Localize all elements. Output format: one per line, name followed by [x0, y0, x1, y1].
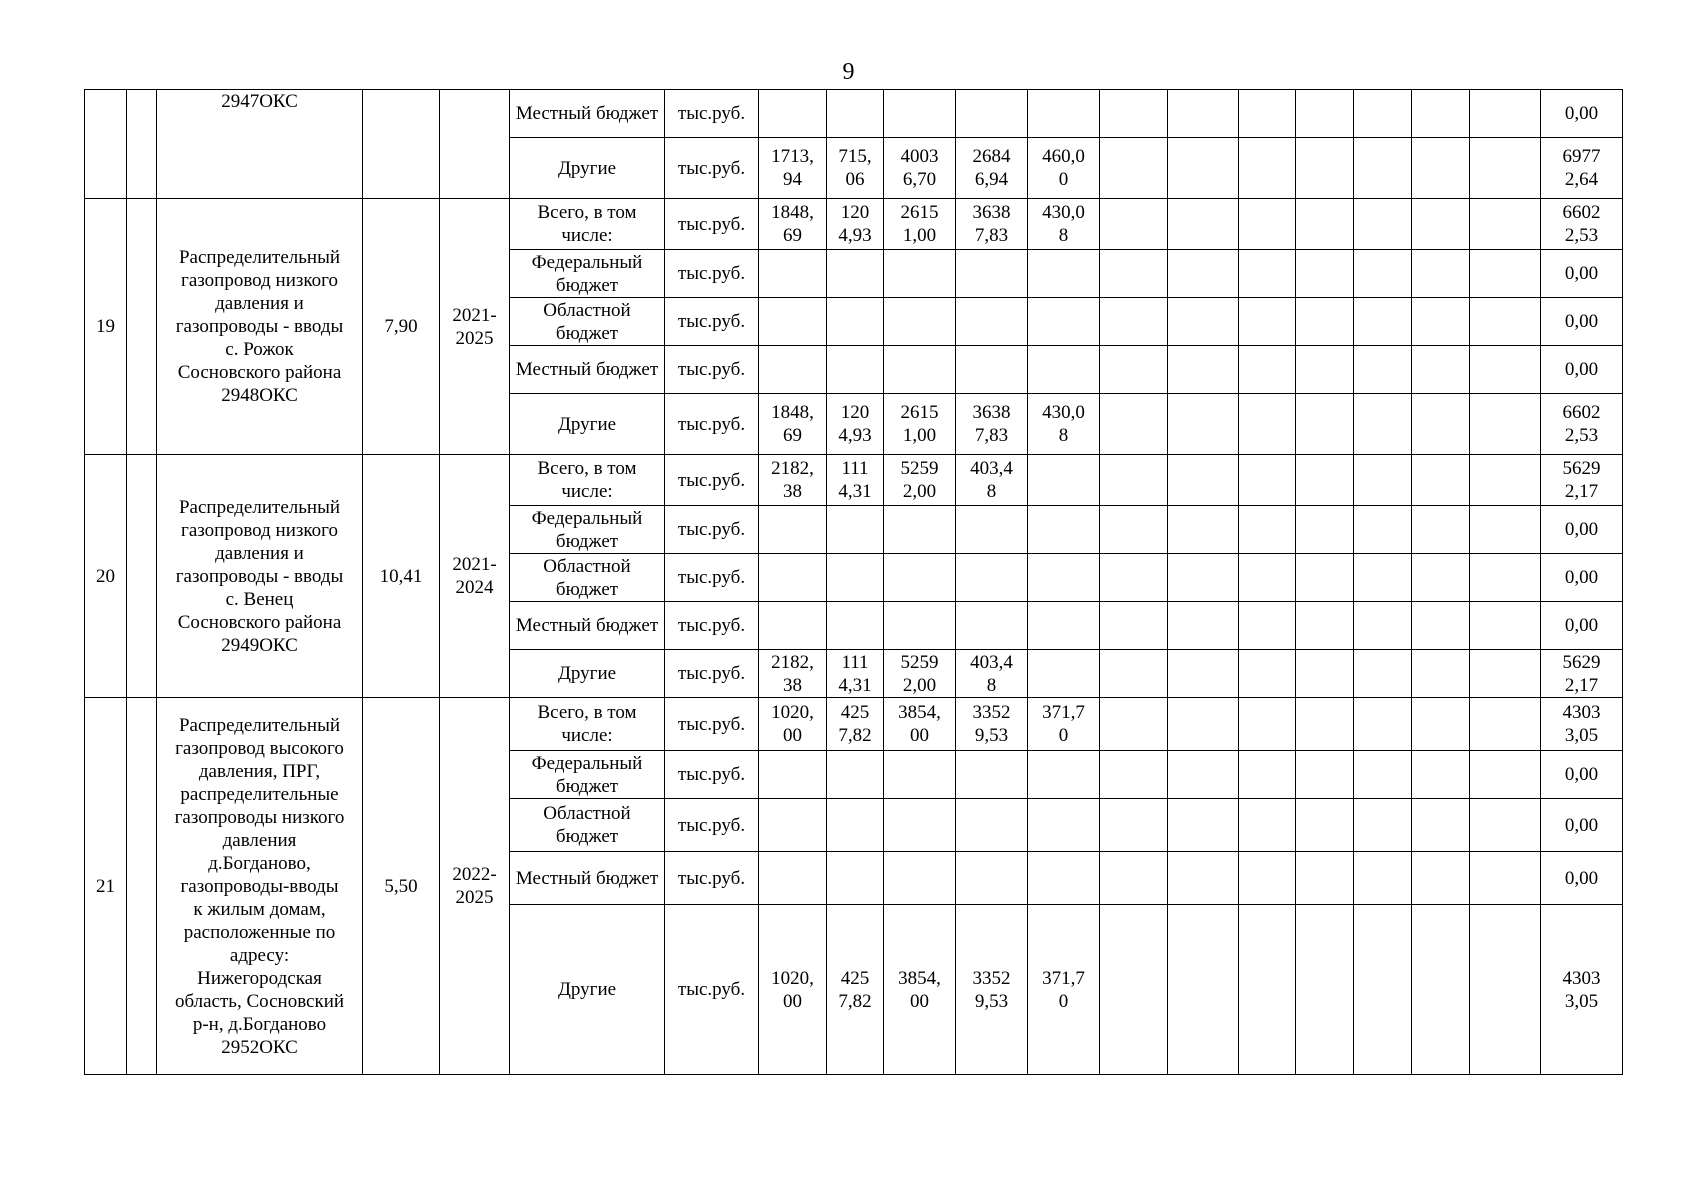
empty-cell [1354, 554, 1412, 602]
empty-cell [1296, 506, 1354, 554]
amount-cell: 5259 2,00 [884, 650, 956, 698]
amount-cell [1028, 650, 1100, 698]
empty-cell [1412, 852, 1470, 905]
amount-cell: 3352 9,53 [956, 698, 1028, 751]
unit: тыс.руб. [665, 138, 759, 199]
empty-cell [1470, 905, 1541, 1075]
amount-cell [759, 602, 827, 650]
amount-cell: 1713, 94 [759, 138, 827, 199]
table-row [85, 455, 1623, 506]
empty-cell [1239, 455, 1296, 506]
amount-cell: 2615 1,00 [884, 394, 956, 455]
empty-cell [1168, 852, 1239, 905]
funding-source: Местный бюджет [510, 852, 665, 905]
empty-cell [1100, 138, 1168, 199]
empty-cell [1239, 346, 1296, 394]
amount-cell: 5259 2,00 [884, 455, 956, 506]
empty-cell [1470, 506, 1541, 554]
funding-source: Другие [510, 138, 665, 199]
empty-cell [1354, 698, 1412, 751]
amount-cell [827, 852, 884, 905]
page-number: 9 [842, 59, 855, 85]
amount-cell: 1848, 69 [759, 199, 827, 250]
unit: тыс.руб. [665, 250, 759, 298]
amount-cell [827, 602, 884, 650]
empty-cell [1296, 602, 1354, 650]
empty-cell [1168, 90, 1239, 138]
empty-cell [1296, 90, 1354, 138]
unit: тыс.руб. [665, 346, 759, 394]
empty-cell [1100, 751, 1168, 799]
unit: тыс.руб. [665, 199, 759, 250]
empty-cell [127, 698, 157, 1075]
empty-cell [1168, 455, 1239, 506]
empty-cell [1296, 138, 1354, 199]
amount-cell [759, 506, 827, 554]
empty-cell [1470, 554, 1541, 602]
empty-cell [1100, 346, 1168, 394]
empty-cell [1354, 90, 1412, 138]
total-amount: 0,00 [1541, 346, 1623, 394]
funding-source: Всего, в том числе: [510, 455, 665, 506]
empty-cell [1470, 650, 1541, 698]
pipeline-length: 10,41 [363, 455, 440, 698]
empty-cell [127, 199, 157, 455]
empty-cell [1168, 506, 1239, 554]
empty-cell [1354, 650, 1412, 698]
empty-cell [1470, 394, 1541, 455]
empty-cell [1354, 199, 1412, 250]
empty-cell [1412, 346, 1470, 394]
empty-cell [1354, 602, 1412, 650]
amount-cell [1028, 751, 1100, 799]
pipeline-length: 5,50 [363, 698, 440, 1075]
empty-cell [1296, 346, 1354, 394]
empty-cell [1100, 905, 1168, 1075]
total-amount: 0,00 [1541, 90, 1623, 138]
total-amount: 6977 2,64 [1541, 138, 1623, 199]
empty-cell [1296, 199, 1354, 250]
unit: тыс.руб. [665, 602, 759, 650]
amount-cell [884, 852, 956, 905]
amount-cell [827, 90, 884, 138]
amount-cell [884, 250, 956, 298]
empty-cell [1100, 90, 1168, 138]
amount-cell: 3638 7,83 [956, 394, 1028, 455]
amount-cell: 111 4,31 [827, 650, 884, 698]
empty-cell [1168, 602, 1239, 650]
amount-cell [759, 751, 827, 799]
amount-cell: 371,7 0 [1028, 698, 1100, 751]
amount-cell [884, 554, 956, 602]
object-name: Распределительный газопровод низкого давления и газопроводы - вводы с. Рожок Сосновского района 2948ОКС [157, 199, 363, 455]
pipeline-length: 7,90 [363, 199, 440, 455]
amount-cell: 1020, 00 [759, 905, 827, 1075]
amount-cell [827, 298, 884, 346]
empty-cell [1470, 90, 1541, 138]
total-amount: 5629 2,17 [1541, 650, 1623, 698]
empty-cell [1168, 298, 1239, 346]
object-number: 20 [85, 455, 127, 698]
amount-cell [1028, 90, 1100, 138]
empty-cell [1470, 199, 1541, 250]
amount-cell: 430,0 8 [1028, 394, 1100, 455]
empty-cell [1354, 799, 1412, 852]
empty-cell [1296, 905, 1354, 1075]
amount-cell: 3352 9,53 [956, 905, 1028, 1075]
empty-cell [1470, 298, 1541, 346]
funding-source: Областной бюджет [510, 298, 665, 346]
amount-cell [827, 751, 884, 799]
empty-cell [1470, 852, 1541, 905]
amount-cell [759, 554, 827, 602]
amount-cell [827, 506, 884, 554]
total-amount: 0,00 [1541, 554, 1623, 602]
empty-cell [1239, 199, 1296, 250]
empty-cell [1168, 799, 1239, 852]
amount-cell: 111 4,31 [827, 455, 884, 506]
empty-cell [1100, 298, 1168, 346]
empty-cell [1168, 751, 1239, 799]
amount-cell [759, 250, 827, 298]
empty-cell [1412, 250, 1470, 298]
amount-cell: 460,0 0 [1028, 138, 1100, 199]
amount-cell [956, 852, 1028, 905]
empty-cell [1239, 799, 1296, 852]
empty-cell [1100, 199, 1168, 250]
empty-cell [1296, 394, 1354, 455]
funding-source: Местный бюджет [510, 90, 665, 138]
empty-cell [1470, 698, 1541, 751]
amount-cell [1028, 250, 1100, 298]
object-number: 19 [85, 199, 127, 455]
amount-cell [956, 554, 1028, 602]
empty-cell [1239, 394, 1296, 455]
empty-cell [1296, 698, 1354, 751]
amount-cell [1028, 799, 1100, 852]
amount-cell: 1848, 69 [759, 394, 827, 455]
amount-cell [956, 751, 1028, 799]
amount-cell [884, 298, 956, 346]
empty-cell [1296, 799, 1354, 852]
empty-cell [1100, 506, 1168, 554]
unit: тыс.руб. [665, 554, 759, 602]
empty-cell [1470, 250, 1541, 298]
funding-source: Областной бюджет [510, 799, 665, 852]
empty-cell [1239, 298, 1296, 346]
empty-cell [1354, 138, 1412, 199]
amount-cell [956, 346, 1028, 394]
amount-cell [884, 751, 956, 799]
amount-cell: 2182, 38 [759, 455, 827, 506]
empty-cell [1239, 698, 1296, 751]
amount-cell [759, 852, 827, 905]
object-name: Распределительный газопровод высокого давления, ПРГ, распределительные газопроводы низкого давления д.Богданово, газопроводы-вводы к жилым домам, расположенные по адресу: Нижегородская область, Сосновский р-н, д.Богданово 2952ОКС [157, 698, 363, 1075]
funding-source: Всего, в том числе: [510, 199, 665, 250]
amount-cell: 430,0 8 [1028, 199, 1100, 250]
amount-cell: 715, 06 [827, 138, 884, 199]
empty-cell [1296, 250, 1354, 298]
empty-cell [1296, 650, 1354, 698]
empty-cell [1100, 602, 1168, 650]
empty-cell [1168, 554, 1239, 602]
unit: тыс.руб. [665, 506, 759, 554]
amount-cell: 2615 1,00 [884, 199, 956, 250]
amount-cell [1028, 852, 1100, 905]
table-row [85, 698, 1623, 751]
total-amount: 0,00 [1541, 506, 1623, 554]
amount-cell: 403,4 8 [956, 650, 1028, 698]
empty-cell [1296, 852, 1354, 905]
empty-cell [1296, 554, 1354, 602]
object-number: 21 [85, 698, 127, 1075]
amount-cell: 120 4,93 [827, 199, 884, 250]
empty-cell [1168, 346, 1239, 394]
amount-cell [956, 602, 1028, 650]
amount-cell [884, 602, 956, 650]
unit: тыс.руб. [665, 799, 759, 852]
empty-cell [1354, 394, 1412, 455]
amount-cell: 371,7 0 [1028, 905, 1100, 1075]
amount-cell: 3638 7,83 [956, 199, 1028, 250]
empty-cell [1354, 298, 1412, 346]
total-amount: 6602 2,53 [1541, 199, 1623, 250]
funding-source: Другие [510, 394, 665, 455]
funding-source: Федеральный бюджет [510, 250, 665, 298]
empty-cell [1296, 298, 1354, 346]
amount-cell: 1020, 00 [759, 698, 827, 751]
empty-cell [1412, 698, 1470, 751]
unit: тыс.руб. [665, 751, 759, 799]
empty-cell [1100, 394, 1168, 455]
unit: тыс.руб. [665, 394, 759, 455]
amount-cell [1028, 298, 1100, 346]
empty-cell [1412, 905, 1470, 1075]
unit: тыс.руб. [665, 298, 759, 346]
empty-cell [1100, 455, 1168, 506]
empty-cell [1470, 751, 1541, 799]
empty-cell [1100, 852, 1168, 905]
total-amount: 0,00 [1541, 852, 1623, 905]
empty-cell [1412, 554, 1470, 602]
empty-cell [1412, 751, 1470, 799]
empty-cell [1354, 250, 1412, 298]
empty-cell [1412, 799, 1470, 852]
empty-cell [1354, 905, 1412, 1075]
unit: тыс.руб. [665, 455, 759, 506]
empty-cell [1239, 905, 1296, 1075]
empty-cell [1100, 650, 1168, 698]
empty-cell [1296, 455, 1354, 506]
empty-cell [1100, 799, 1168, 852]
empty-cell [1239, 506, 1296, 554]
amount-cell [759, 346, 827, 394]
amount-cell [884, 90, 956, 138]
funding-source: Местный бюджет [510, 346, 665, 394]
amount-cell [884, 506, 956, 554]
empty-cell [1168, 138, 1239, 199]
implementation-years: 2022- 2025 [440, 698, 510, 1075]
object-name: Распределительный газопровод низкого давления и газопроводы - вводы с. Венец Сосновского района 2949ОКС [157, 455, 363, 698]
amount-cell [956, 506, 1028, 554]
amount-cell [956, 250, 1028, 298]
unit: тыс.руб. [665, 698, 759, 751]
amount-cell [827, 250, 884, 298]
amount-cell [759, 799, 827, 852]
amount-cell [1028, 346, 1100, 394]
empty-cell [1412, 650, 1470, 698]
unit: тыс.руб. [665, 650, 759, 698]
funding-source: Федеральный бюджет [510, 751, 665, 799]
empty-cell [1168, 698, 1239, 751]
empty-cell [1100, 554, 1168, 602]
table-row [85, 199, 1623, 250]
total-amount: 4303 3,05 [1541, 905, 1623, 1075]
empty-cell [1239, 852, 1296, 905]
empty-cell [1412, 199, 1470, 250]
amount-cell: 2684 6,94 [956, 138, 1028, 199]
amount-cell: 4003 6,70 [884, 138, 956, 199]
object-name: 2947ОКС [157, 90, 363, 199]
funding-source: Другие [510, 905, 665, 1075]
empty-cell [1239, 554, 1296, 602]
empty-cell [1470, 138, 1541, 199]
amount-cell [956, 799, 1028, 852]
empty-cell [1168, 905, 1239, 1075]
empty-cell [1239, 250, 1296, 298]
empty-cell [1354, 506, 1412, 554]
object-number [85, 90, 127, 199]
empty-cell [1470, 799, 1541, 852]
amount-cell: 403,4 8 [956, 455, 1028, 506]
amount-cell: 120 4,93 [827, 394, 884, 455]
total-amount: 4303 3,05 [1541, 698, 1623, 751]
empty-cell [1354, 455, 1412, 506]
amount-cell [956, 90, 1028, 138]
funding-source: Областной бюджет [510, 554, 665, 602]
empty-cell [1354, 751, 1412, 799]
funding-source: Федеральный бюджет [510, 506, 665, 554]
empty-cell [1239, 751, 1296, 799]
funding-source: Другие [510, 650, 665, 698]
empty-cell [1100, 250, 1168, 298]
empty-cell [1296, 751, 1354, 799]
total-amount: 0,00 [1541, 298, 1623, 346]
amount-cell: 3854, 00 [884, 698, 956, 751]
empty-cell [1470, 346, 1541, 394]
implementation-years: 2021- 2024 [440, 455, 510, 698]
amount-cell [956, 298, 1028, 346]
empty-cell [1168, 650, 1239, 698]
empty-cell [1470, 455, 1541, 506]
financing-table [84, 89, 1623, 1075]
table-body [85, 90, 1623, 1075]
total-amount: 0,00 [1541, 799, 1623, 852]
total-amount: 0,00 [1541, 602, 1623, 650]
amount-cell: 425 7,82 [827, 905, 884, 1075]
funding-source: Местный бюджет [510, 602, 665, 650]
empty-cell [1412, 394, 1470, 455]
amount-cell [884, 799, 956, 852]
table-row [85, 90, 1623, 138]
total-amount: 0,00 [1541, 751, 1623, 799]
total-amount: 6602 2,53 [1541, 394, 1623, 455]
amount-cell [827, 346, 884, 394]
empty-cell [1239, 650, 1296, 698]
empty-cell [1168, 199, 1239, 250]
amount-cell: 425 7,82 [827, 698, 884, 751]
amount-cell [884, 346, 956, 394]
total-amount: 0,00 [1541, 250, 1623, 298]
amount-cell: 3854, 00 [884, 905, 956, 1075]
empty-cell [1354, 852, 1412, 905]
amount-cell [759, 90, 827, 138]
empty-cell [1100, 698, 1168, 751]
empty-cell [127, 455, 157, 698]
implementation-years: 2021- 2025 [440, 199, 510, 455]
amount-cell [1028, 455, 1100, 506]
unit: тыс.руб. [665, 852, 759, 905]
amount-cell [827, 799, 884, 852]
empty-cell [127, 90, 157, 199]
amount-cell [1028, 554, 1100, 602]
empty-cell [1168, 394, 1239, 455]
amount-cell [1028, 602, 1100, 650]
empty-cell [1412, 455, 1470, 506]
amount-cell [1028, 506, 1100, 554]
amount-cell: 2182, 38 [759, 650, 827, 698]
unit: тыс.руб. [665, 90, 759, 138]
empty-cell [1412, 90, 1470, 138]
amount-cell [759, 298, 827, 346]
empty-cell [1354, 346, 1412, 394]
empty-cell [1412, 506, 1470, 554]
amount-cell [827, 554, 884, 602]
empty-cell [1412, 138, 1470, 199]
empty-cell [1470, 602, 1541, 650]
empty-cell [1239, 602, 1296, 650]
unit: тыс.руб. [665, 905, 759, 1075]
empty-cell [1239, 90, 1296, 138]
implementation-years [440, 90, 510, 199]
pipeline-length [363, 90, 440, 199]
total-amount: 5629 2,17 [1541, 455, 1623, 506]
funding-source: Всего, в том числе: [510, 698, 665, 751]
empty-cell [1412, 298, 1470, 346]
empty-cell [1412, 602, 1470, 650]
empty-cell [1239, 138, 1296, 199]
empty-cell [1168, 250, 1239, 298]
